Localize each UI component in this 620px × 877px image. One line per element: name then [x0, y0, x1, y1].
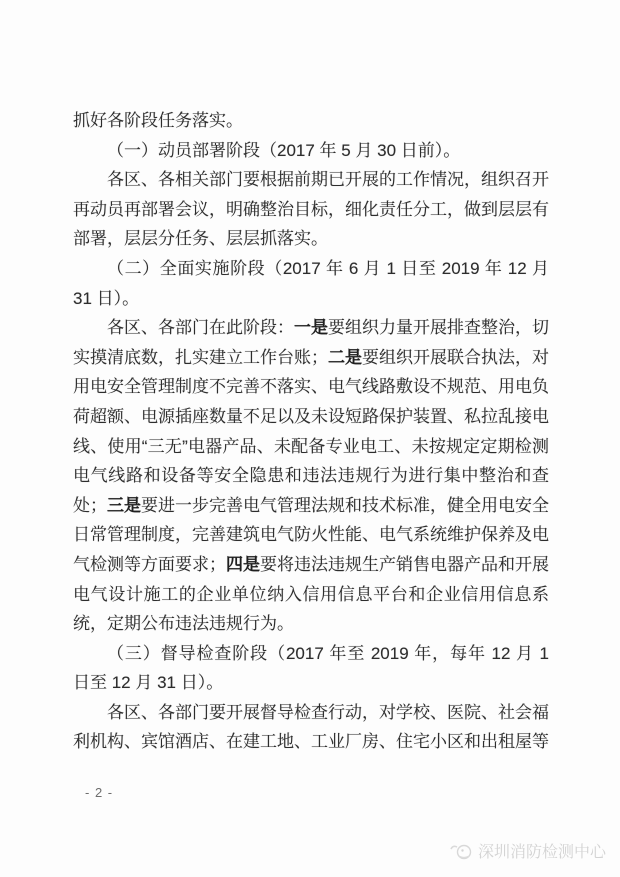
mascot-logo-icon	[449, 841, 475, 861]
measure-3-marker: 三是	[107, 495, 141, 515]
measure-3-text: 要进一步完善电气管理法规和技术标准，健全用电安全日常管理制度，完善建筑电气防火性能、电气系统维护保养及电气检测等方面要求；	[73, 495, 549, 574]
heading-stage-1: （一）动员部署阶段（2017 年 5 月 30 日前）。	[107, 140, 461, 160]
para-stage-1-body: 各区、各相关部门要根据前期已开展的工作情况，组织召开再动员再部署会议，明确整治目标，细化责任分工，做到层层有部署，层层分任务、层层抓落实。	[73, 170, 549, 249]
heading-stage-3: （三）督导检查阶段（2017 年至 2019 年，每年 12 月 1 日至 12 月 31 日）。	[73, 643, 549, 693]
heading-stage-2: （二）全面实施阶段（2017 年 6 月 1 日至 2019 年 12 月 31 日）。	[73, 258, 549, 308]
stage-2-intro-text: 各区、各部门在此阶段：	[107, 318, 294, 338]
measure-4-text: 要将违法违规生产销售电器产品和开展电气设计施工的企业单位纳入信用信息平台和企业信用信息系统，定期公布违法违规行为。	[73, 554, 549, 634]
page-number: - 2 -	[85, 785, 114, 800]
document-body	[73, 106, 549, 757]
measure-2-marker: 二是	[328, 347, 362, 367]
measure-4-marker: 四是	[226, 554, 260, 574]
watermark-text: 深圳消防检测中心	[477, 844, 606, 861]
watermark	[449, 839, 606, 862]
para-stage-2-body	[73, 313, 549, 639]
para-intro-tail: 抓好各阶段任务落实。	[73, 111, 243, 130]
measure-1-marker: 一是	[294, 318, 328, 338]
measure-1-text: 要组织力量开展排查整治，切实摸清底数，扎实建立工作台账；	[73, 318, 549, 367]
measure-2-text: 要组织开展联合执法，对用电安全管理制度不完善不落实、电气线路敷设不规范、用电负荷超额、电源插座数量不足以及未设短路保护装置、私拉乱接电线、使用“三无”电器产品、未配备专业电工、未按规定定期检测电气线路和设备等安全隐患和违法违规行为进行集中整治和查处；	[73, 347, 549, 515]
para-stage-3-body: 各区、各部门要开展督导检查行动，对学校、医院、社会福利机构、宾馆酒店、在建工地、工业厂房、住宅小区和出租屋等	[73, 702, 549, 752]
